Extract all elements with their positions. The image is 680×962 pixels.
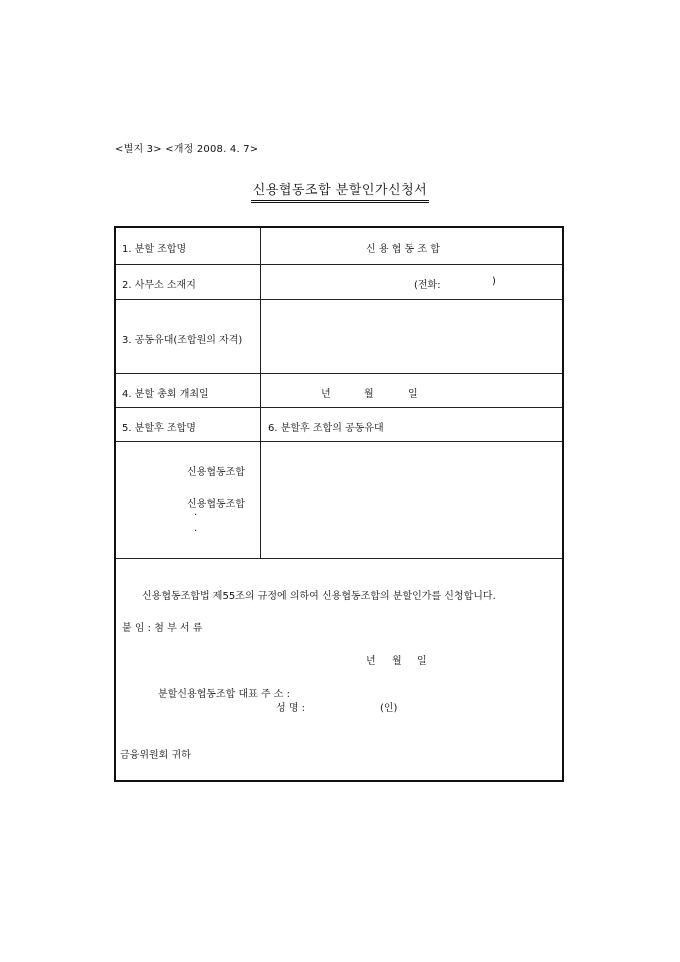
union-list-item: 신용협동조합 [187, 499, 245, 510]
application-statement: 신용협동조합법 제55조의 규정에 의하여 신용협동조합의 분할인가를 신청합니다. [142, 591, 496, 602]
representative-name-label: 성 명 : [276, 703, 306, 714]
form-number-note: <별지 3> <개정 2008. 4. 7> [115, 144, 259, 155]
label-union-name: 1. 분할 조합명 [122, 244, 187, 255]
application-form-table [114, 226, 564, 782]
column-divider [260, 228, 261, 558]
label-common-bond: 3. 공동유대(조합원의 자격) [122, 335, 243, 346]
label-after-split-bond: 6. 분할후 조합의 공동유대 [268, 423, 384, 434]
row-divider [116, 299, 562, 300]
union-list-item: 신용협동조합 [187, 467, 245, 478]
row-divider [116, 558, 562, 559]
row-divider [116, 373, 562, 374]
form-title-text: 신용협동조합 분할인가신청서 [251, 179, 429, 203]
value-union-name: 신 용 협 동 조 합 [366, 244, 440, 255]
meeting-day: 일 [408, 389, 418, 400]
ellipsis-dot: · [194, 526, 198, 537]
form-title [0, 179, 680, 203]
row-divider [116, 407, 562, 408]
date-day: 일 [417, 656, 427, 667]
phone-close: ) [492, 276, 496, 287]
row-divider [116, 264, 562, 265]
label-office-location: 2. 사무소 소재지 [122, 280, 196, 291]
date-year: 년 [366, 656, 376, 667]
date-month: 월 [392, 656, 402, 667]
addressee: 금융위원회 귀하 [120, 750, 191, 761]
phone-label: (전화: [414, 280, 441, 291]
meeting-month: 월 [364, 389, 374, 400]
representative-address-label: 분할신용협동조합 대표 주 소 : [158, 689, 291, 700]
label-after-split-name: 5. 분할후 조합명 [122, 423, 196, 434]
row-divider [116, 441, 562, 442]
label-general-meeting: 4. 분할 총회 개최일 [122, 389, 209, 400]
seal-mark: (인) [380, 703, 398, 714]
meeting-year: 년 [321, 389, 331, 400]
ellipsis-dot: · [194, 510, 198, 521]
attachment-line: 붙 임 : 첨 부 서 류 [122, 623, 203, 634]
